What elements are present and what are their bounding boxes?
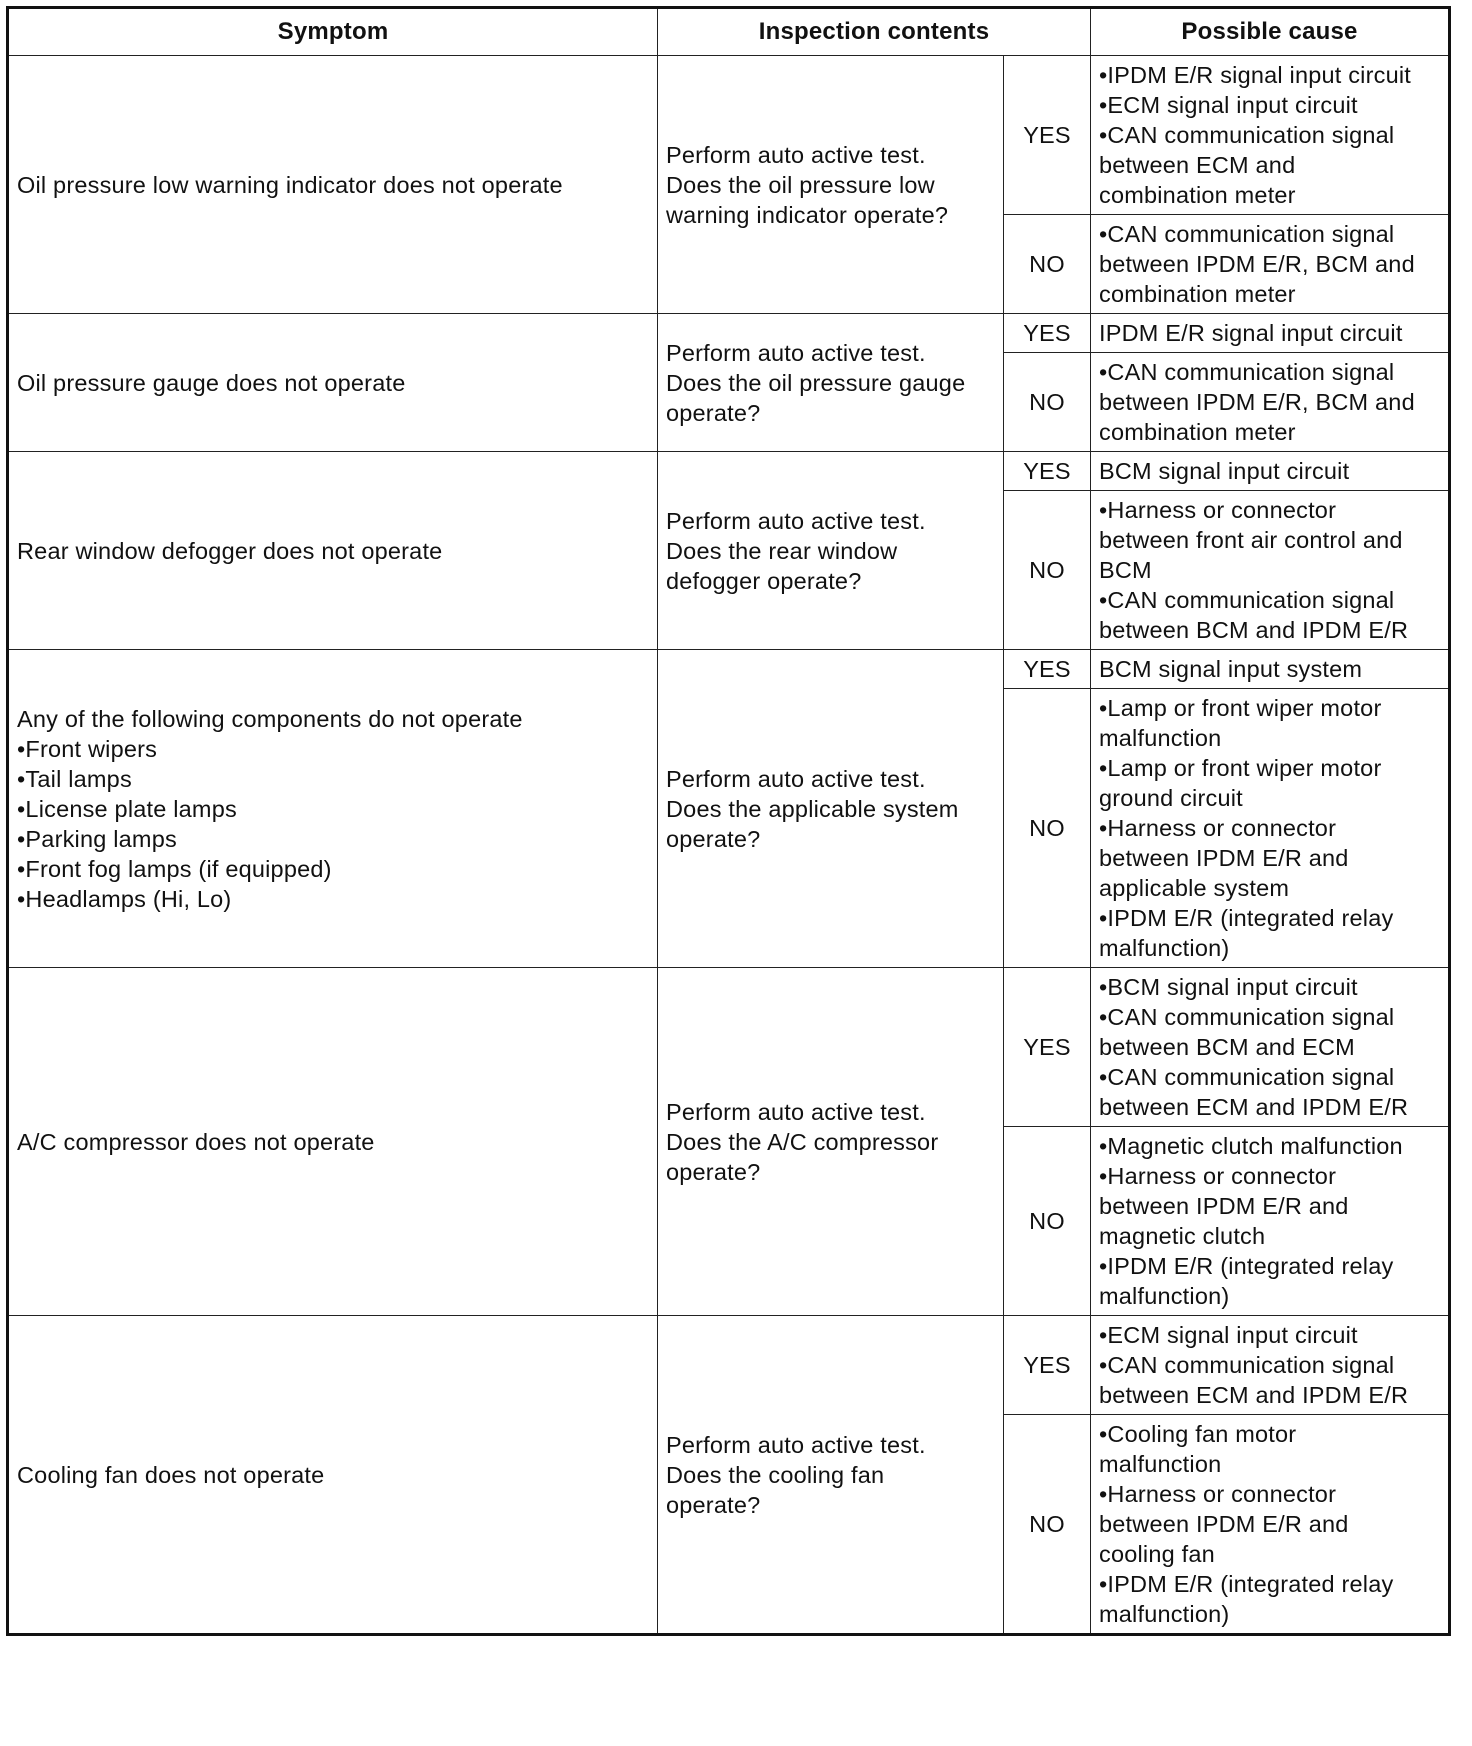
symptom-line: •Front fog lamps (if equipped) [17,855,332,882]
cause-line: combination meter [1099,419,1296,445]
cause-line: between BCM and ECM [1099,1034,1355,1060]
inspection-cell [658,1316,1004,1635]
answer-yes: YES [1004,56,1091,215]
table-row [8,968,1450,1127]
symptom-cell [8,314,658,452]
table-header-row [8,8,1450,56]
cause-line: •ECM signal input circuit [1099,1322,1358,1348]
inspection-line: operate? [666,399,761,426]
possible-cause-no [1091,215,1450,314]
symptom-line: Cooling fan does not operate [17,1461,325,1488]
cause-line: •CAN communication signal [1099,1352,1395,1378]
cause-line: •CAN communication signal [1099,1004,1395,1030]
header-symptom: Symptom [8,8,658,56]
inspection-line: Does the oil pressure low [666,171,935,198]
cause-line: between ECM and [1099,152,1296,178]
symptom-line: A/C compressor does not operate [17,1128,375,1155]
cause-line: •Harness or connector [1099,1163,1337,1189]
cause-line: •CAN communication signal [1099,1064,1395,1090]
cause-line: •Magnetic clutch malfunction [1099,1133,1403,1159]
inspection-line: Perform auto active test. [666,1431,926,1458]
answer-yes: YES [1004,968,1091,1127]
cause-line: •Harness or connector [1099,815,1337,841]
diagnosis-table-wrapper [6,6,1451,1636]
inspection-line: Does the cooling fan [666,1461,885,1488]
possible-cause-yes [1091,650,1450,689]
cause-line: combination meter [1099,281,1296,307]
inspection-line: operate? [666,1491,761,1518]
inspection-line: Does the oil pressure gauge [666,369,966,396]
inspection-line: defogger operate? [666,567,862,594]
symptom-cell [8,650,658,968]
answer-yes: YES [1004,650,1091,689]
symptom-cell [8,452,658,650]
answer-no: NO [1004,1127,1091,1316]
inspection-line: Perform auto active test. [666,339,926,366]
answer-yes: YES [1004,452,1091,491]
cause-line: magnetic clutch [1099,1223,1266,1249]
inspection-cell [658,650,1004,968]
symptom-line: Oil pressure low warning indicator does not operate [17,171,563,198]
cause-line: •Harness or connector [1099,1481,1337,1507]
cause-line: combination meter [1099,182,1296,208]
inspection-cell [658,314,1004,452]
symptom-line: Rear window defogger does not operate [17,537,443,564]
inspection-line: Perform auto active test. [666,1098,926,1125]
cause-line: •BCM signal input circuit [1099,974,1358,1000]
cause-line: between front air control and [1099,527,1403,553]
cause-line: between IPDM E/R and [1099,1511,1349,1537]
inspection-line: Does the applicable system [666,795,959,822]
possible-cause-no [1091,689,1450,968]
cause-line: cooling fan [1099,1541,1215,1567]
answer-no: NO [1004,491,1091,650]
cause-line: malfunction) [1099,1283,1230,1309]
table-row [8,56,1450,215]
cause-line: between IPDM E/R, BCM and [1099,251,1415,277]
cause-line: malfunction) [1099,935,1230,961]
cause-line: IPDM E/R signal input circuit [1099,320,1403,346]
possible-cause-yes [1091,56,1450,215]
inspection-cell [658,452,1004,650]
cause-line: •IPDM E/R (integrated relay [1099,905,1394,931]
possible-cause-no [1091,1127,1450,1316]
possible-cause-no [1091,491,1450,650]
possible-cause-no [1091,1415,1450,1635]
table-body [8,56,1450,1635]
cause-line: •CAN communication signal [1099,587,1395,613]
symptom-line: Any of the following components do not operate [17,705,523,732]
answer-yes: YES [1004,314,1091,353]
inspection-line: warning indicator operate? [666,201,949,228]
symptom-line: •Parking lamps [17,825,177,852]
symptom-cell [8,968,658,1316]
cause-line: •IPDM E/R (integrated relay [1099,1571,1394,1597]
cause-line: between IPDM E/R and [1099,1193,1349,1219]
cause-line: •Lamp or front wiper motor [1099,695,1382,721]
cause-line: between IPDM E/R, BCM and [1099,389,1415,415]
inspection-line: operate? [666,1158,761,1185]
possible-cause-yes [1091,1316,1450,1415]
possible-cause-no [1091,353,1450,452]
table-row [8,650,1450,689]
inspection-line: Does the A/C compressor [666,1128,939,1155]
cause-line: •Harness or connector [1099,497,1337,523]
cause-line: •CAN communication signal [1099,221,1395,247]
inspection-line: operate? [666,825,761,852]
cause-line: •ECM signal input circuit [1099,92,1358,118]
symptom-line: Oil pressure gauge does not operate [17,369,406,396]
header-possible-cause: Possible cause [1091,8,1450,56]
cause-line: between ECM and IPDM E/R [1099,1094,1409,1120]
possible-cause-yes [1091,968,1450,1127]
table-row [8,452,1450,491]
possible-cause-yes [1091,452,1450,491]
cause-line: malfunction) [1099,1601,1230,1627]
cause-line: •CAN communication signal [1099,122,1395,148]
cause-line: BCM signal input circuit [1099,458,1350,484]
header-inspection-contents: Inspection contents [658,8,1091,56]
possible-cause-yes [1091,314,1450,353]
symptom-cell [8,1316,658,1635]
inspection-cell [658,968,1004,1316]
diagnosis-table [6,6,1451,1636]
cause-line: malfunction [1099,725,1222,751]
symptom-line: •Headlamps (Hi, Lo) [17,885,232,912]
answer-no: NO [1004,689,1091,968]
answer-no: NO [1004,215,1091,314]
symptom-line: •License plate lamps [17,795,237,822]
cause-line: malfunction [1099,1451,1222,1477]
cause-line: BCM signal input system [1099,656,1363,682]
inspection-line: Perform auto active test. [666,765,926,792]
inspection-line: Perform auto active test. [666,507,926,534]
symptom-line: •Tail lamps [17,765,132,792]
symptom-cell [8,56,658,314]
cause-line: ground circuit [1099,785,1243,811]
cause-line: between ECM and IPDM E/R [1099,1382,1409,1408]
cause-line: BCM [1099,557,1152,583]
cause-line: between BCM and IPDM E/R [1099,617,1409,643]
cause-line: •Cooling fan motor [1099,1421,1297,1447]
table-row [8,314,1450,353]
cause-line: between IPDM E/R and [1099,845,1349,871]
cause-line: •IPDM E/R signal input circuit [1099,62,1411,88]
cause-line: •Lamp or front wiper motor [1099,755,1382,781]
cause-line: applicable system [1099,875,1290,901]
answer-yes: YES [1004,1316,1091,1415]
inspection-line: Does the rear window [666,537,898,564]
inspection-cell [658,56,1004,314]
answer-no: NO [1004,353,1091,452]
cause-line: •IPDM E/R (integrated relay [1099,1253,1394,1279]
table-row [8,1316,1450,1415]
answer-no: NO [1004,1415,1091,1635]
cause-line: •CAN communication signal [1099,359,1395,385]
symptom-line: •Front wipers [17,735,158,762]
inspection-line: Perform auto active test. [666,141,926,168]
